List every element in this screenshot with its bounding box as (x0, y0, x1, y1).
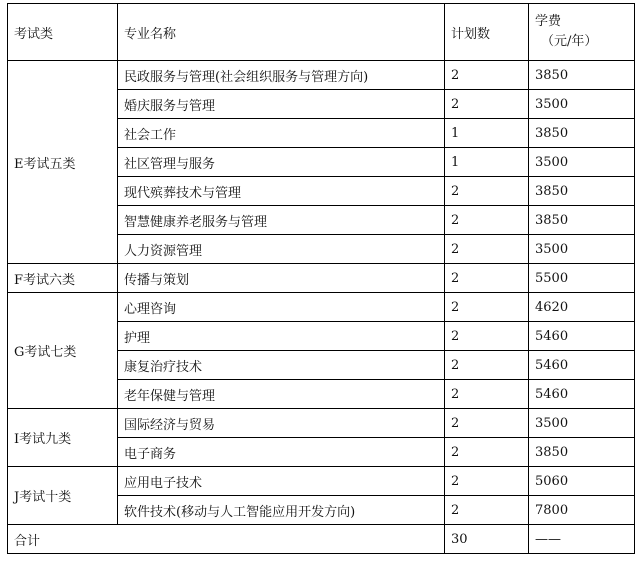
table-row (8, 293, 635, 322)
major-cell: 康复治疗技术 (118, 351, 445, 380)
total-fee: —— (529, 525, 635, 554)
table-row (8, 61, 635, 90)
fee-cell: 5500 (529, 264, 635, 293)
plan-cell: 1 (445, 119, 529, 148)
major-cell: 应用电子技术 (118, 467, 445, 496)
category-cell: F考试六类 (8, 264, 118, 293)
fee-cell: 5060 (529, 467, 635, 496)
major-cell: 社会工作 (118, 119, 445, 148)
major-cell: 婚庆服务与管理 (118, 90, 445, 119)
total-label: 合计 (8, 525, 445, 554)
major-cell: 人力资源管理 (118, 235, 445, 264)
header-row (8, 4, 635, 61)
major-cell: 电子商务 (118, 438, 445, 467)
table-row (8, 467, 635, 496)
major-cell: 护理 (118, 322, 445, 351)
total-plan: 30 (445, 525, 529, 554)
plan-cell: 2 (445, 467, 529, 496)
plan-cell: 2 (445, 235, 529, 264)
major-cell: 智慧健康养老服务与管理 (118, 206, 445, 235)
fee-cell: 5460 (529, 322, 635, 351)
header-fee-unit: （元/年） (541, 34, 598, 49)
major-cell: 社区管理与服务 (118, 148, 445, 177)
header-major: 专业名称 (118, 4, 445, 61)
plan-cell: 2 (445, 90, 529, 119)
plan-cell: 2 (445, 206, 529, 235)
plan-cell: 1 (445, 148, 529, 177)
fee-cell: 5460 (529, 380, 635, 409)
major-cell: 民政服务与管理(社会组织服务与管理方向) (118, 61, 445, 90)
major-cell: 软件技术(移动与人工智能应用开发方向) (118, 496, 445, 525)
fee-cell: 3850 (529, 177, 635, 206)
major-cell: 老年保健与管理 (118, 380, 445, 409)
total-row (8, 525, 635, 554)
fee-cell: 3850 (529, 119, 635, 148)
plan-cell: 2 (445, 264, 529, 293)
plan-cell: 2 (445, 177, 529, 206)
header-category: 考试类 (8, 4, 118, 61)
table-row (8, 409, 635, 438)
fee-cell: 5460 (529, 351, 635, 380)
fee-cell: 3500 (529, 235, 635, 264)
fee-cell: 3500 (529, 409, 635, 438)
enrollment-plan-table (7, 3, 635, 554)
header-fee-label: 学费 (535, 14, 562, 29)
major-cell: 现代殡葬技术与管理 (118, 177, 445, 206)
plan-cell: 2 (445, 322, 529, 351)
category-cell: E考试五类 (8, 61, 118, 264)
category-cell: G考试七类 (8, 293, 118, 409)
major-cell: 国际经济与贸易 (118, 409, 445, 438)
fee-cell: 3850 (529, 61, 635, 90)
plan-cell: 2 (445, 496, 529, 525)
plan-cell: 2 (445, 351, 529, 380)
fee-cell: 3850 (529, 438, 635, 467)
plan-cell: 2 (445, 380, 529, 409)
major-cell: 心理咨询 (118, 293, 445, 322)
table-row (8, 264, 635, 293)
category-cell: I考试九类 (8, 409, 118, 467)
fee-cell: 3850 (529, 206, 635, 235)
fee-cell: 4620 (529, 293, 635, 322)
plan-cell: 2 (445, 409, 529, 438)
fee-cell: 3500 (529, 90, 635, 119)
fee-cell: 7800 (529, 496, 635, 525)
major-cell: 传播与策划 (118, 264, 445, 293)
category-cell: J考试十类 (8, 467, 118, 525)
plan-cell: 2 (445, 293, 529, 322)
header-fee (529, 4, 635, 61)
header-plan: 计划数 (445, 4, 529, 61)
fee-cell: 3500 (529, 148, 635, 177)
plan-cell: 2 (445, 61, 529, 90)
plan-cell: 2 (445, 438, 529, 467)
